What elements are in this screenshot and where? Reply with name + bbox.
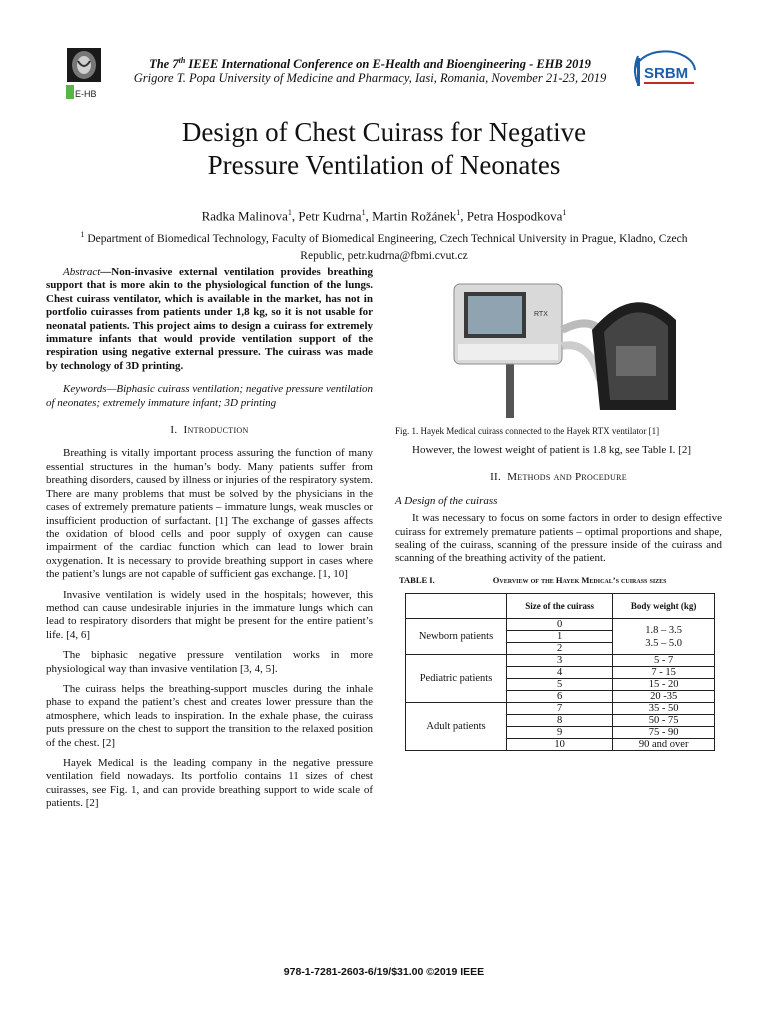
paper-title: Design of Chest Cuirass for Negative Pressure Ventilation of Neonates	[181, 117, 587, 180]
device-label: RTX	[534, 311, 548, 318]
table-row: 8 50 - 75	[406, 715, 715, 727]
affiliation: $^1$ Department of Biomedical Technology, Faculty of Biomedical Engineering, Czech Technical University in Prague, Kladno, Czech Republic, petr.kudrna@fbmi.cvut.cz	[80, 230, 688, 262]
col-header-size: Size of the cuirass	[507, 594, 613, 619]
conference-venue: Grigore T. Popa University of Medicine and Pharmacy, Iasi, Romania, November 21-23, 2019	[133, 71, 607, 85]
table-row: 1	[406, 631, 715, 643]
author-name: Radka Malinova	[201, 208, 288, 224]
paragraph: It was necessary to focus on some factors in order to design effective cuirass for extremely premature patients – optimal proportions and shape, sealing of the cuirass, scanning of the pressure inside of the cuirass and scanning of the breathing activity of the patient.	[395, 512, 722, 565]
ehb-logo-text: E-HB	[75, 89, 97, 99]
table-title: TABLE I. Overview of the Hayek Medical’s cuirass sizes	[399, 574, 667, 585]
section-heading-methods: II. Methods and Procedure	[490, 471, 627, 484]
table-row: Newborn patients 0 1.8 – 3.5 3.5 – 5.0	[406, 619, 715, 631]
author-name: Petr Kudrna	[298, 208, 362, 224]
table-row: 6 20 -35	[406, 691, 715, 703]
weight-cell: 1.8 – 3.5 3.5 – 5.0	[613, 619, 715, 655]
subsection-heading: A Design of the cuirass	[395, 494, 498, 507]
paragraph: The cuirass helps the breathing-support muscles during the inhale phase to expand the patient’s chest and creates lower pressure than the atmosphere, which leads to inspiration. In the exhale phase, the cuirass puts pressure on the chest to support the transition to the relaxed position of the chest. [2]	[46, 682, 373, 749]
copyright-footer: 978-1-7281-2603-6/19/$31.00 ©2019 IEEE	[283, 966, 485, 978]
table-row: Adult patients 7 35 - 50	[406, 703, 715, 715]
group-label: Adult patients	[406, 703, 507, 751]
srbm-logo-text: SRBM	[644, 65, 689, 82]
table-row: Pediatric patients 3 5 - 7	[406, 655, 715, 667]
paragraph: Hayek Medical is the leading company in the negative pressure ventilation field nowadays. Its portfolio contains 11 sizes of chest cuirasses, see Fig. 1, and can provide breathing support to wide scale of patients. [2]	[46, 757, 373, 810]
figure-caption: Fig. 1. Hayek Medical cuirass connected to the Hayek RTX ventilator [1]	[395, 426, 660, 436]
right-column	[395, 426, 722, 751]
paragraph: Invasive ventilation is widely used in the hospitals; however, this method can cause undesirable injuries in the immature lungs which can lead to respiratory disorders that might be present for the entire patient’s life. [4, 6]	[46, 588, 373, 641]
conference-title: The 7th IEEE International Conference on E-Health and Bioengineering - EHB 2019	[149, 56, 591, 72]
author-name: Petra Hospodkova	[466, 208, 563, 224]
paragraph: Breathing is vitally important process assuring the function of many essential structures in the human’s body. Many patients suffer from breathing disorders, caused by illness or injuries of the respiratory system. There are many problems that must be solved by the physicians in the cases of extremely premature patients – immature lungs, weak muscles or insufficient production of surfactant. [1] The exchange of gasses affects the oxidation of blood cells and poor supply of oxygen can cause impairment of the cardiac function which can lead to lower brain oxygenation. It is necessary to provide breathing support in cases where the patient’s lungs are not capable of sufficient gas exchange. [1, 10]	[46, 447, 373, 581]
paragraph: However, the lowest weight of patient is 1.8 kg, see Table I. [2]	[412, 444, 692, 456]
table-header-row	[406, 594, 715, 619]
table-row: 2	[406, 643, 715, 655]
srbm-logo	[630, 50, 700, 96]
author-name: Martin Rožánek	[372, 208, 457, 224]
table-row: 9 75 - 90	[406, 727, 715, 739]
table-row: 10 90 and over	[406, 739, 715, 751]
table-row: 5 15 - 20	[406, 679, 715, 691]
keywords: Keywords—Biphasic cuirass ventilation; negative pressure ventilation of neonates; extremely immature infant; 3D printing	[46, 383, 373, 409]
paragraph: The biphasic negative pressure ventilation works in more physiological way than invasive ventilation [3, 4, 5].	[46, 649, 373, 675]
figure-hayek-cuirass	[450, 270, 678, 418]
abstract: Abstract—Non-invasive external ventilation provides breathing support that is more akin to the physiological function of the lungs. Chest cuirass ventilator, which is available in the market, has not in portfolio cuirasses from patients under 1,8 kg, so it is not usable for neonatal patients. This project aims to design a cuirass for extremely immature infants that would provide ventilation support of the respiration using negative external pressure. The cuirass was made by technology of 3D printing.	[46, 266, 373, 372]
col-header-weight: Body weight (kg)	[613, 594, 715, 619]
table-row: 4 7 - 15	[406, 667, 715, 679]
cuirass-size-table	[405, 593, 715, 751]
group-label: Pediatric patients	[406, 655, 507, 703]
ehb-logo	[66, 47, 108, 103]
stand-pole	[506, 360, 514, 418]
section-heading-introduction: I. Introduction	[170, 424, 249, 437]
left-column	[46, 266, 373, 818]
group-label: Newborn patients	[406, 619, 507, 655]
author-list: Radka Malinova$^1$, Petr Kudrna$^1$, Martin Rožánek$^1$, Petra Hospodkova$^1$	[201, 208, 567, 224]
